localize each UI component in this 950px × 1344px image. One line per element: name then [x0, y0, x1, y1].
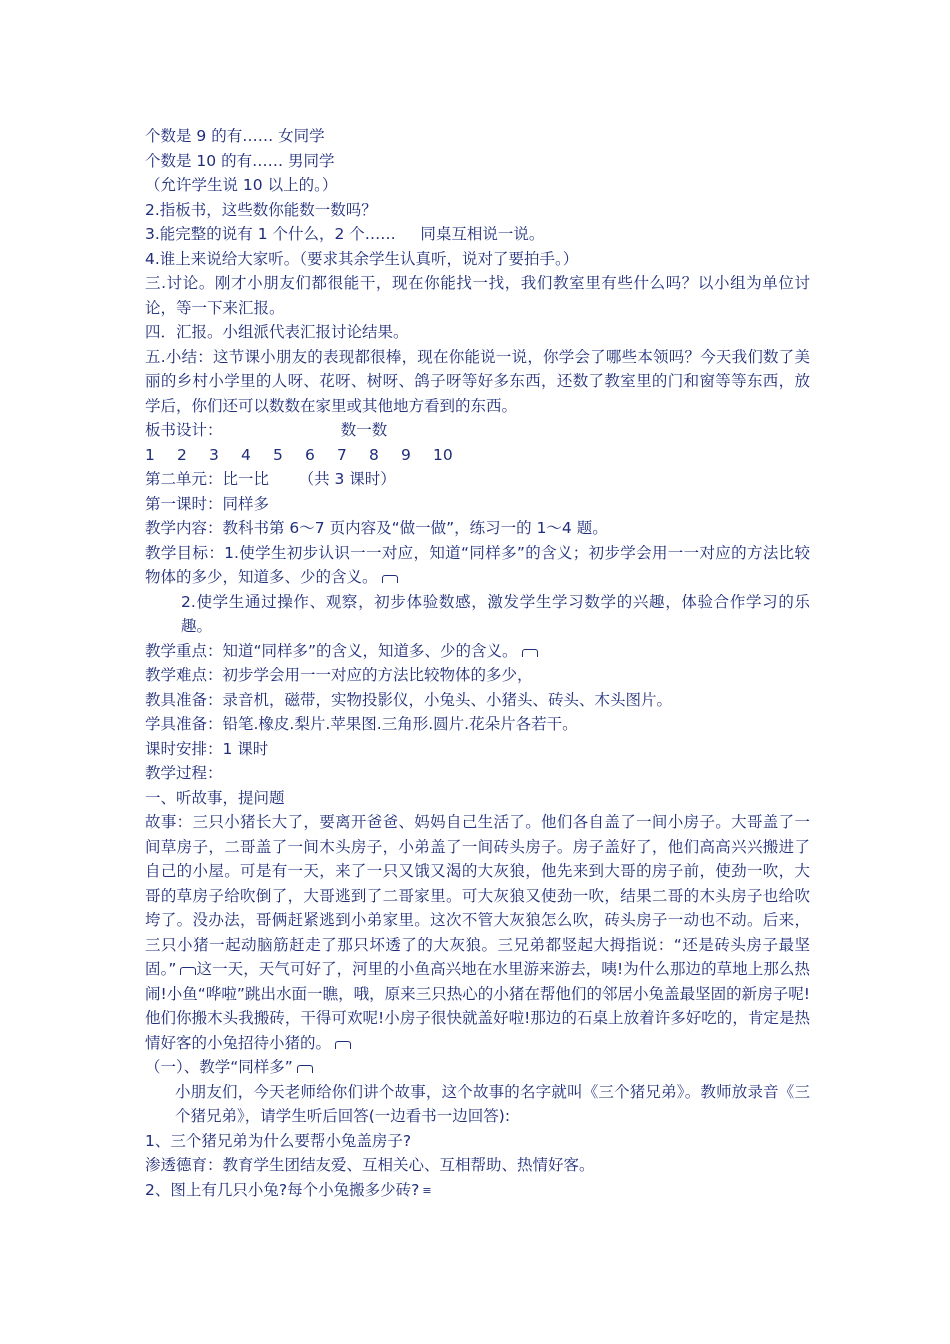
story-paragraph: 故事：三只小猪长大了，要离开爸爸、妈妈自己生活了。他们各自盖了一间小房子。大哥盖了一间草房子，二哥盖了一间木头房子，小弟盖了一间砖头房子。房子盖好了，他们高高兴兴搬进了自己的小屋。可是有一天，来了一只又饿又渴的大灰狼，他先来到大哥的房子前，使劲一吹，大哥的草房子给吹倒了，大哥逃到了二哥家里。可大灰狼又使劲一吹，结果二哥的木头房子也给吹垮了。没办法，哥俩赶紧逃到小弟家里。这次不管大灰狼怎么吹，砖头房子一动也不动。后来，三只小猪一起动脑筋赶走了那只坏透了的大灰狼。三兄弟都竖起大拇指说：“还是砖头房子最坚固。” 这一天，天气可好了，河里的小鱼高兴地在水里游来游去，咦!为什么那边的草地上那么热闹!小鱼“哗啦”跳出水面一瞧，哦，原来三只热心的小猪在帮他们的邻居小兔盖最坚固的新房子呢!他们你搬木头我搬砖，干得可欢呢!小房子很快就盖好啦!那边的石桌上放着许多好吃的，肯定是热情好客的小兔招待小猪的。 [145, 813, 811, 1052]
text-line: 个数是 10 的有…… 男同学 [145, 151, 335, 170]
moral-education: 渗透德育：教育学生团结友爱、互相关心、互相帮助、热情好客。 [145, 1156, 595, 1174]
teaching-difficulty: 教学难点：初步学会用一一对应的方法比较物体的多少， [145, 666, 533, 684]
equation-mark-icon: ≡ [422, 1183, 432, 1197]
paragraph-mark-icon [180, 967, 196, 975]
number-row [145, 443, 810, 468]
class-time: 课时安排：1 课时 [145, 739, 269, 758]
section-heading: （一）、教学“同样多” [145, 1055, 810, 1080]
paragraph-mark-icon [335, 1041, 351, 1049]
number-item: 6 [305, 445, 315, 464]
process-heading: 教学过程： [145, 764, 223, 782]
question-1: 1、三个猪兄弟为什么要帮小兔盖房子? [145, 1131, 412, 1150]
number-item: 5 [273, 445, 283, 464]
text-line: 个数是 9 的有…… 女同学 [145, 127, 325, 145]
number-item: 2 [177, 445, 187, 464]
unit-heading: 第二单元：比一比 （共 3 课时） [145, 470, 396, 488]
teaching-goal-1: 教学目标：1.使学生初步认识一一对应，知道“同样多”的含义；初步学会用一一对应的方法比较物体的多少，知道多、少的含义。 [145, 543, 810, 586]
paragraph-mark-icon [522, 649, 538, 657]
number-item: 1 [145, 445, 155, 464]
lesson-heading: 第一课时：同样多 [145, 494, 270, 513]
text-line: 2.指板书，这些数你能数一数吗？ [145, 200, 377, 219]
paragraph-mark-icon [382, 575, 398, 583]
number-item: 8 [369, 445, 379, 464]
number-item: 9 [401, 445, 411, 464]
discussion-paragraph: 三.讨论。刚才小朋友们都很能干，现在你能找一找，我们教室里有些什么吗？以小组为单位讨论，等一下来汇报。 [145, 274, 810, 317]
number-item: 4 [241, 445, 251, 464]
document-body [145, 124, 810, 1202]
teaching-key-point: 教学重点：知道“同样多”的含义，知道多、少的含义。 [145, 639, 810, 664]
number-item: 10 [433, 445, 453, 464]
text-line: 四．汇报。小组派代表汇报讨论结果。 [145, 323, 409, 341]
number-item: 3 [209, 445, 219, 464]
text-line: （允许学生说 10 以上的。） [145, 176, 338, 194]
teaching-content: 教学内容：教科书第 6～7 页内容及“做一做”，练习一的 1～4 题。 [145, 519, 608, 537]
number-item: 7 [337, 445, 347, 464]
teaching-goal-2: 2.使学生通过操作、观察，初步体验数感，激发学生学习数学的兴趣，体验合作学习的乐趣。 [181, 592, 810, 635]
text-line: 3.能完整的说有 1 个什么，2 个…… 同桌互相说一说。 [145, 225, 545, 243]
student-tools: 学具准备：铅笔.橡皮.梨片.苹果图.三角形.圆片.花朵片各若干。 [145, 715, 578, 733]
summary-paragraph: 五.小结：这节课小朋友的表现都很棒，现在你能说一说，你学会了哪些本领吗？今天我们数了美丽的乡村小学里的人呀、花呀、树呀、鸽子呀等好多东西，还数了教室里的门和窗等等东西，放学后，你们还可以数数在家里或其他地方看到的东西。 [145, 347, 810, 415]
text-line: 4.谁上来说给大家听。（要求其余学生认真听，说对了要拍手。） [145, 249, 579, 268]
board-design-line: 板书设计： 数一数 [145, 421, 388, 439]
question-2: 2、图上有几只小兔?每个小兔搬多少砖? ≡ [145, 1178, 810, 1203]
section-heading: 一、听故事，提问题 [145, 788, 285, 807]
intro-paragraph: 小朋友们，今天老师给你们讲个故事，这个故事的名字就叫《三个猪兄弟》。教师放录音《三个猪兄弟》，请学生听后回答(一边看书一边回答): [175, 1082, 810, 1125]
paragraph-mark-icon [297, 1065, 313, 1073]
teaching-tools: 教具准备：录音机，磁带，实物投影仪，小兔头、小猪头、砖头、木头图片。 [145, 690, 673, 709]
